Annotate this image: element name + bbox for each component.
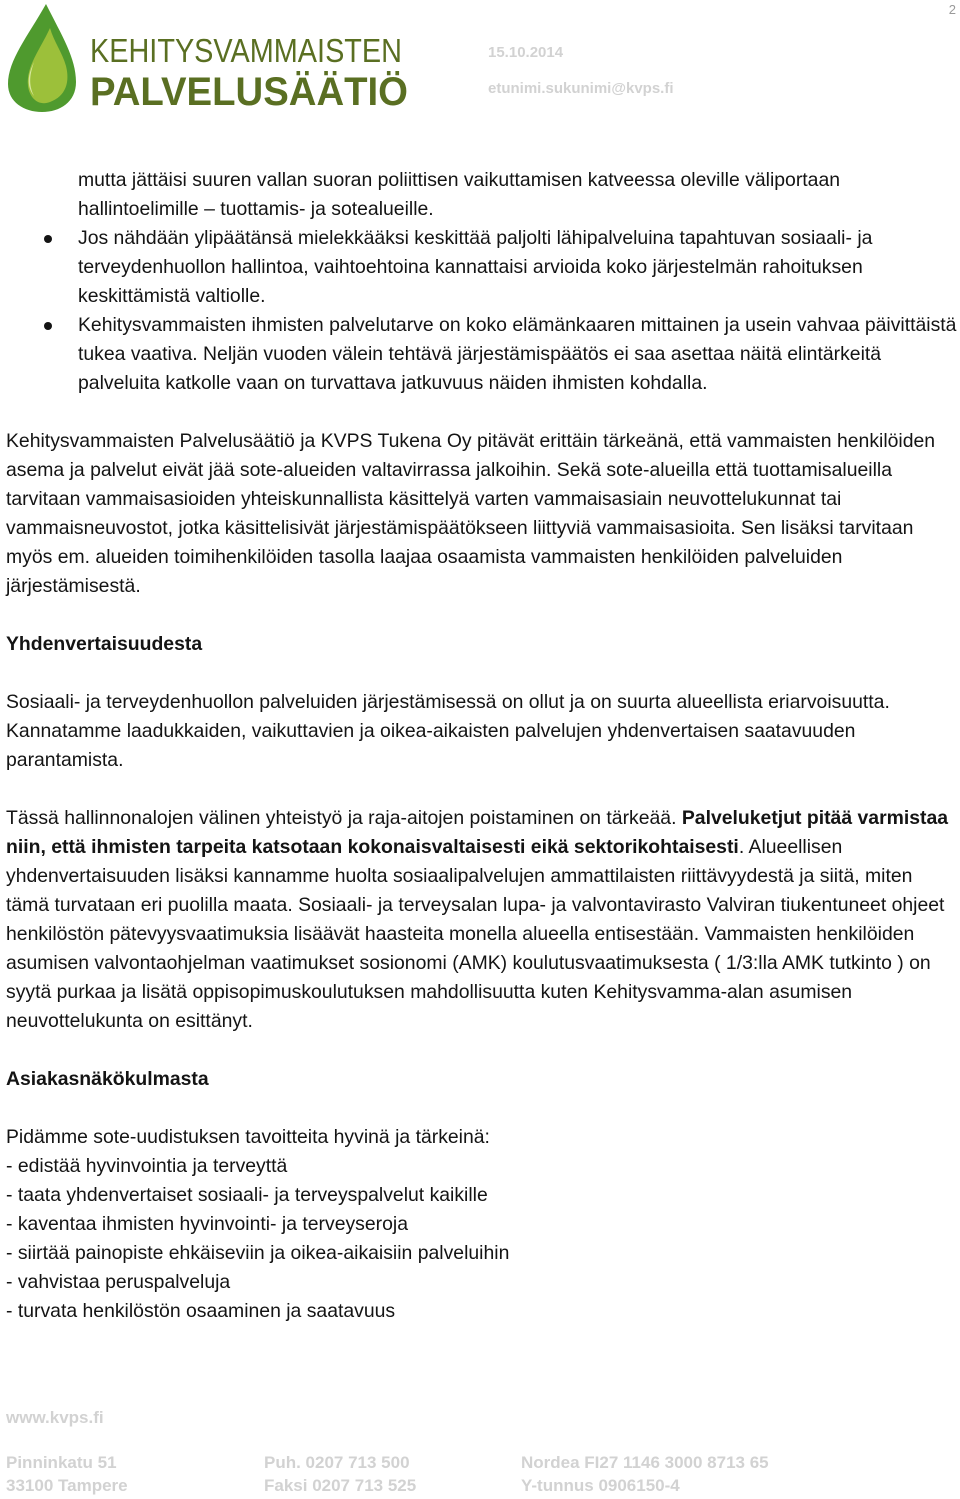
bullet-list	[6, 224, 958, 398]
footer-phone: Puh. 0207 713 500	[264, 1453, 410, 1472]
bullet-dot-icon	[44, 322, 52, 330]
footer-bank: Nordea FI27 1146 3000 8713 65	[521, 1453, 769, 1472]
header-date: 15.10.2014	[488, 44, 564, 61]
header-email: etunimi.sukunimi@kvps.fi	[488, 80, 674, 97]
goal-item: - taata yhdenvertaiset sosiaali- ja terveyspalvelut kaikille	[6, 1184, 488, 1206]
footer-website: www.kvps.fi	[6, 1408, 104, 1427]
paragraph-yhteistyo-bold: Palveluketjut pitää varmistaa niin, että ihmisten tarpeita katsotaan kokonaisvaltaisesti eikä sektorikohtaisesti	[6, 807, 949, 858]
goal-item: - kaventaa ihmisten hyvinvointi- ja terveyseroja	[6, 1213, 408, 1235]
organization-logo	[6, 2, 422, 114]
footer-street: Pinninkatu 51	[6, 1453, 117, 1472]
page-number: 2	[948, 2, 956, 17]
footer-business-id: Y-tunnus 0906150-4	[521, 1476, 680, 1495]
bullet-text: Jos nähdään ylipäätänsä mielekkääksi keskittää paljolti lähipalveluina tapahtuvan sosiaali- ja terveydenhuollon hallintoa, vaihtoehtoina kannattaisi arvioida koko järjestelmän rahoituksen keskittämistä valtiolle.	[78, 227, 873, 307]
goal-item: - vahvistaa peruspalveluja	[6, 1271, 231, 1293]
logo-text-line1: KEHITYSVAMMAISTEN	[90, 32, 402, 69]
section-heading-asiakasnakokulmasta: Asiakasnäkökulmasta	[6, 1068, 209, 1090]
paragraph-vammaisten-asema: Kehitysvammaisten Palvelusäätiö ja KVPS Tukena Oy pitävät erittäin tärkeänä, että vammaisten henkilöiden asema ja palvelut eivät jää sote-alueiden valtavirrassa jalkoihin. Sekä sote-alueilla että tuottamisalueilla tarvitaan vammaisasioiden yhteiskunnallista käsittelyä varten vammaisasiain neuvottelukunnat tai vammaisneuvostot, jotka käsittelisivät järjestämispäätökseen liittyviä vammaisasioita. Sen lisäksi tarvitaan myös em. alueiden toimihenkilöiden tasolla laajaa osaamista vammaisten henkilöiden palveluiden järjestämisestä.	[6, 430, 936, 597]
goal-item: - edistää hyvinvointia ja terveyttä	[6, 1155, 288, 1177]
goals-intro: Pidämme sote-uudistuksen tavoitteita hyvinä ja tärkeinä:	[6, 1126, 490, 1148]
goal-item: - siirtää painopiste ehkäiseviin ja oikea-aikaisiin palveluihin	[6, 1242, 510, 1264]
continuation-text: mutta jättäisi suuren vallan suoran poliittisen vaikuttamisen katveessa oleville väliportaan hallintoelimille – tuottamis- ja sotealueille.	[78, 169, 841, 220]
logo-text-line2: PALVELUSÄÄTIÖ	[90, 70, 422, 114]
bullet-dot-icon	[44, 235, 52, 243]
paragraph-yhteistyo-end: . Alueellisen yhdenvertaisuuden lisäksi kannamme huolta sosiaalipalvelujen ammattilaisten riittävyydestä ja siitä, miten tämä turvataan eri puolilla maata. Sosiaali- ja terveysalan lupa- ja valvontavirasto Valviran tiukentuneet ohjeet henkilöstön pätevyysvaatimuksia lisäävät haasteita monella alueella entisestään. Vammaisten henkilöiden asumisen valvontaohjelman vaatimukset sosionomi (AMK) koulutusvaatimuksesta ( 1/3:lla AMK tutkinto ) on syytä purkaa ja lisätä oppisopimuskoulutuksen mahdollisuutta kuten Kehitysvamma-alan asumisen neuvottelukunta on esittänyt.	[6, 836, 945, 1032]
paragraph-eriarvoisuus: Sosiaali- ja terveydenhuollon palveluiden järjestämisessä on ollut ja on suurta alueellista eriarvoisuutta. Kannatamme laadukkaiden, vaikuttavien ja oikea-aikaisten palvelujen yhdenvertaisen saatavuuden parantamista.	[6, 691, 890, 771]
bullet-item	[6, 311, 958, 398]
footer-fax: Faksi 0207 713 525	[264, 1476, 417, 1495]
goal-item: - turvata henkilöstön osaaminen ja saatavuus	[6, 1300, 396, 1322]
paragraph-yhteistyo-start: Tässä hallinnonalojen välinen yhteistyö ja raja-aitojen poistaminen on tärkeää.	[6, 807, 682, 829]
bullet-item	[6, 224, 958, 311]
section-heading-yhdenvertaisuudesta: Yhdenvertaisuudesta	[6, 633, 203, 655]
letter-body	[6, 166, 958, 1326]
bullet-text: Kehitysvammaisten ihmisten palvelutarve on koko elämänkaaren mittainen ja usein vahvaa päivittäistä tukea vaativa. Neljän vuoden välein tehtävä järjestämispäätös ei saa asettaa näitä elintärkeitä palveluita katkolle vaan on turvattava jatkuvuus näiden ihmisten kohdalla.	[78, 314, 957, 394]
paragraph-yhteistyo	[6, 804, 958, 1036]
footer-city: 33100 Tampere	[6, 1476, 128, 1495]
